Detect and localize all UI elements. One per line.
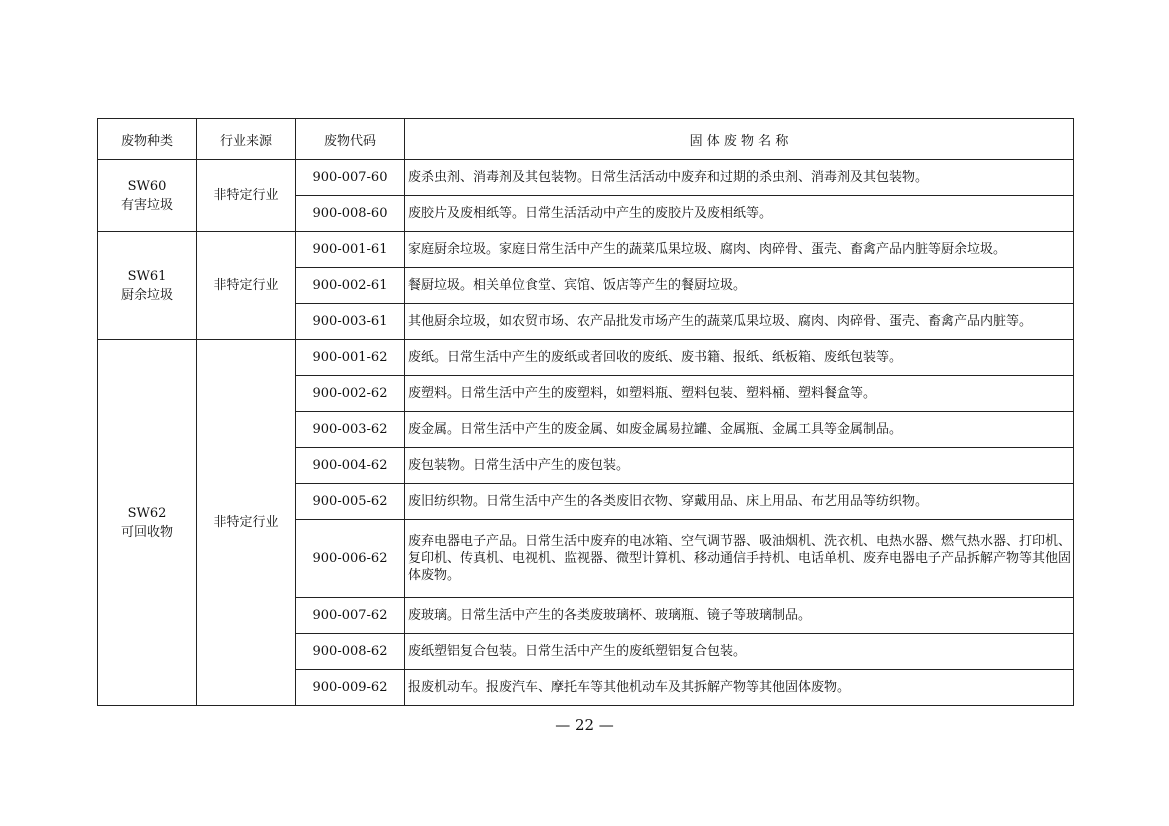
waste-type-cell <box>98 160 197 232</box>
waste-type-category: 有害垃圾 <box>120 197 173 213</box>
waste-code-cell: 900-001-61 <box>296 232 405 268</box>
industry-source-cell: 非特定行业 <box>197 232 296 340</box>
waste-code-cell: 900-007-60 <box>296 160 405 196</box>
waste-type-code: SW61 <box>127 268 167 284</box>
waste-name-cell: 餐厨垃圾。相关单位食堂、宾馆、饭店等产生的餐厨垃圾。 <box>405 268 1074 304</box>
waste-type-cell <box>98 340 197 706</box>
waste-code-cell: 900-009-62 <box>296 670 405 706</box>
waste-name-cell: 废杀虫剂、消毒剂及其包装物。日常生活活动中废弃和过期的杀虫剂、消毒剂及其包装物。 <box>405 160 1074 196</box>
table-header-row <box>98 119 1074 160</box>
waste-code-cell: 900-008-60 <box>296 196 405 232</box>
waste-name-cell: 其他厨余垃圾，如农贸市场、农产品批发市场产生的蔬菜瓜果垃圾、腐肉、肉碎骨、蛋壳、畜禽产品内脏等。 <box>405 304 1074 340</box>
waste-table <box>97 118 1074 706</box>
table-row <box>98 160 1074 196</box>
waste-code-cell: 900-006-62 <box>296 520 405 598</box>
waste-code-cell: 900-002-61 <box>296 268 405 304</box>
waste-type-code: SW62 <box>127 505 167 521</box>
waste-code-cell: 900-004-62 <box>296 448 405 484</box>
waste-code-cell: 900-003-61 <box>296 304 405 340</box>
header-waste-type: 废物种类 <box>98 119 197 160</box>
waste-code-cell: 900-003-62 <box>296 412 405 448</box>
waste-name-cell: 废包装物。日常生活中产生的废包装。 <box>405 448 1074 484</box>
waste-name-cell: 家庭厨余垃圾。家庭日常生活中产生的蔬菜瓜果垃圾、腐肉、肉碎骨、蛋壳、畜禽产品内脏等厨余垃圾。 <box>405 232 1074 268</box>
waste-code-cell: 900-007-62 <box>296 598 405 634</box>
waste-name-cell: 废塑料。日常生活中产生的废塑料，如塑料瓶、塑料包装、塑料桶、塑料餐盒等。 <box>405 376 1074 412</box>
waste-code-cell: 900-002-62 <box>296 376 405 412</box>
waste-type-category: 厨余垃圾 <box>120 287 173 303</box>
waste-name-cell: 废胶片及废相纸等。日常生活活动中产生的废胶片及废相纸等。 <box>405 196 1074 232</box>
table-row <box>98 232 1074 268</box>
waste-name-cell: 废旧纺织物。日常生活中产生的各类废旧衣物、穿戴用品、床上用品、布艺用品等纺织物。 <box>405 484 1074 520</box>
waste-type-code: SW60 <box>127 178 167 194</box>
header-waste-code: 废物代码 <box>296 119 405 160</box>
waste-name-cell: 废纸。日常生活中产生的废纸或者回收的废纸、废书籍、报纸、纸板箱、废纸包装等。 <box>405 340 1074 376</box>
waste-name-cell: 废玻璃。日常生活中产生的各类废玻璃杯、玻璃瓶、镜子等玻璃制品。 <box>405 598 1074 634</box>
waste-name-cell: 报废机动车。报废汽车、摩托车等其他机动车及其拆解产物等其他固体废物。 <box>405 670 1074 706</box>
waste-code-cell: 900-005-62 <box>296 484 405 520</box>
waste-name-cell: 废弃电器电子产品。日常生活中废弃的电冰箱、空气调节器、吸油烟机、洗衣机、电热水器、燃气热水器、打印机、复印机、传真机、电视机、监视器、微型计算机、移动通信手持机、电话单机、废弃电器电子产品拆解产物等其他固体废物。 <box>405 520 1074 598</box>
table-row <box>98 340 1074 376</box>
waste-name-cell: 废金属。日常生活中产生的废金属、如废金属易拉罐、金属瓶、金属工具等金属制品。 <box>405 412 1074 448</box>
industry-source-cell: 非特定行业 <box>197 340 296 706</box>
waste-code-cell: 900-008-62 <box>296 634 405 670</box>
waste-type-cell <box>98 232 197 340</box>
waste-type-category: 可回收物 <box>120 524 173 540</box>
header-industry-source: 行业来源 <box>197 119 296 160</box>
page-number: — 22 — <box>555 716 614 734</box>
waste-name-cell: 废纸塑铝复合包装。日常生活中产生的废纸塑铝复合包装。 <box>405 634 1074 670</box>
header-waste-name: 固 体 废 物 名 称 <box>405 119 1074 160</box>
waste-code-cell: 900-001-62 <box>296 340 405 376</box>
industry-source-cell: 非特定行业 <box>197 160 296 232</box>
